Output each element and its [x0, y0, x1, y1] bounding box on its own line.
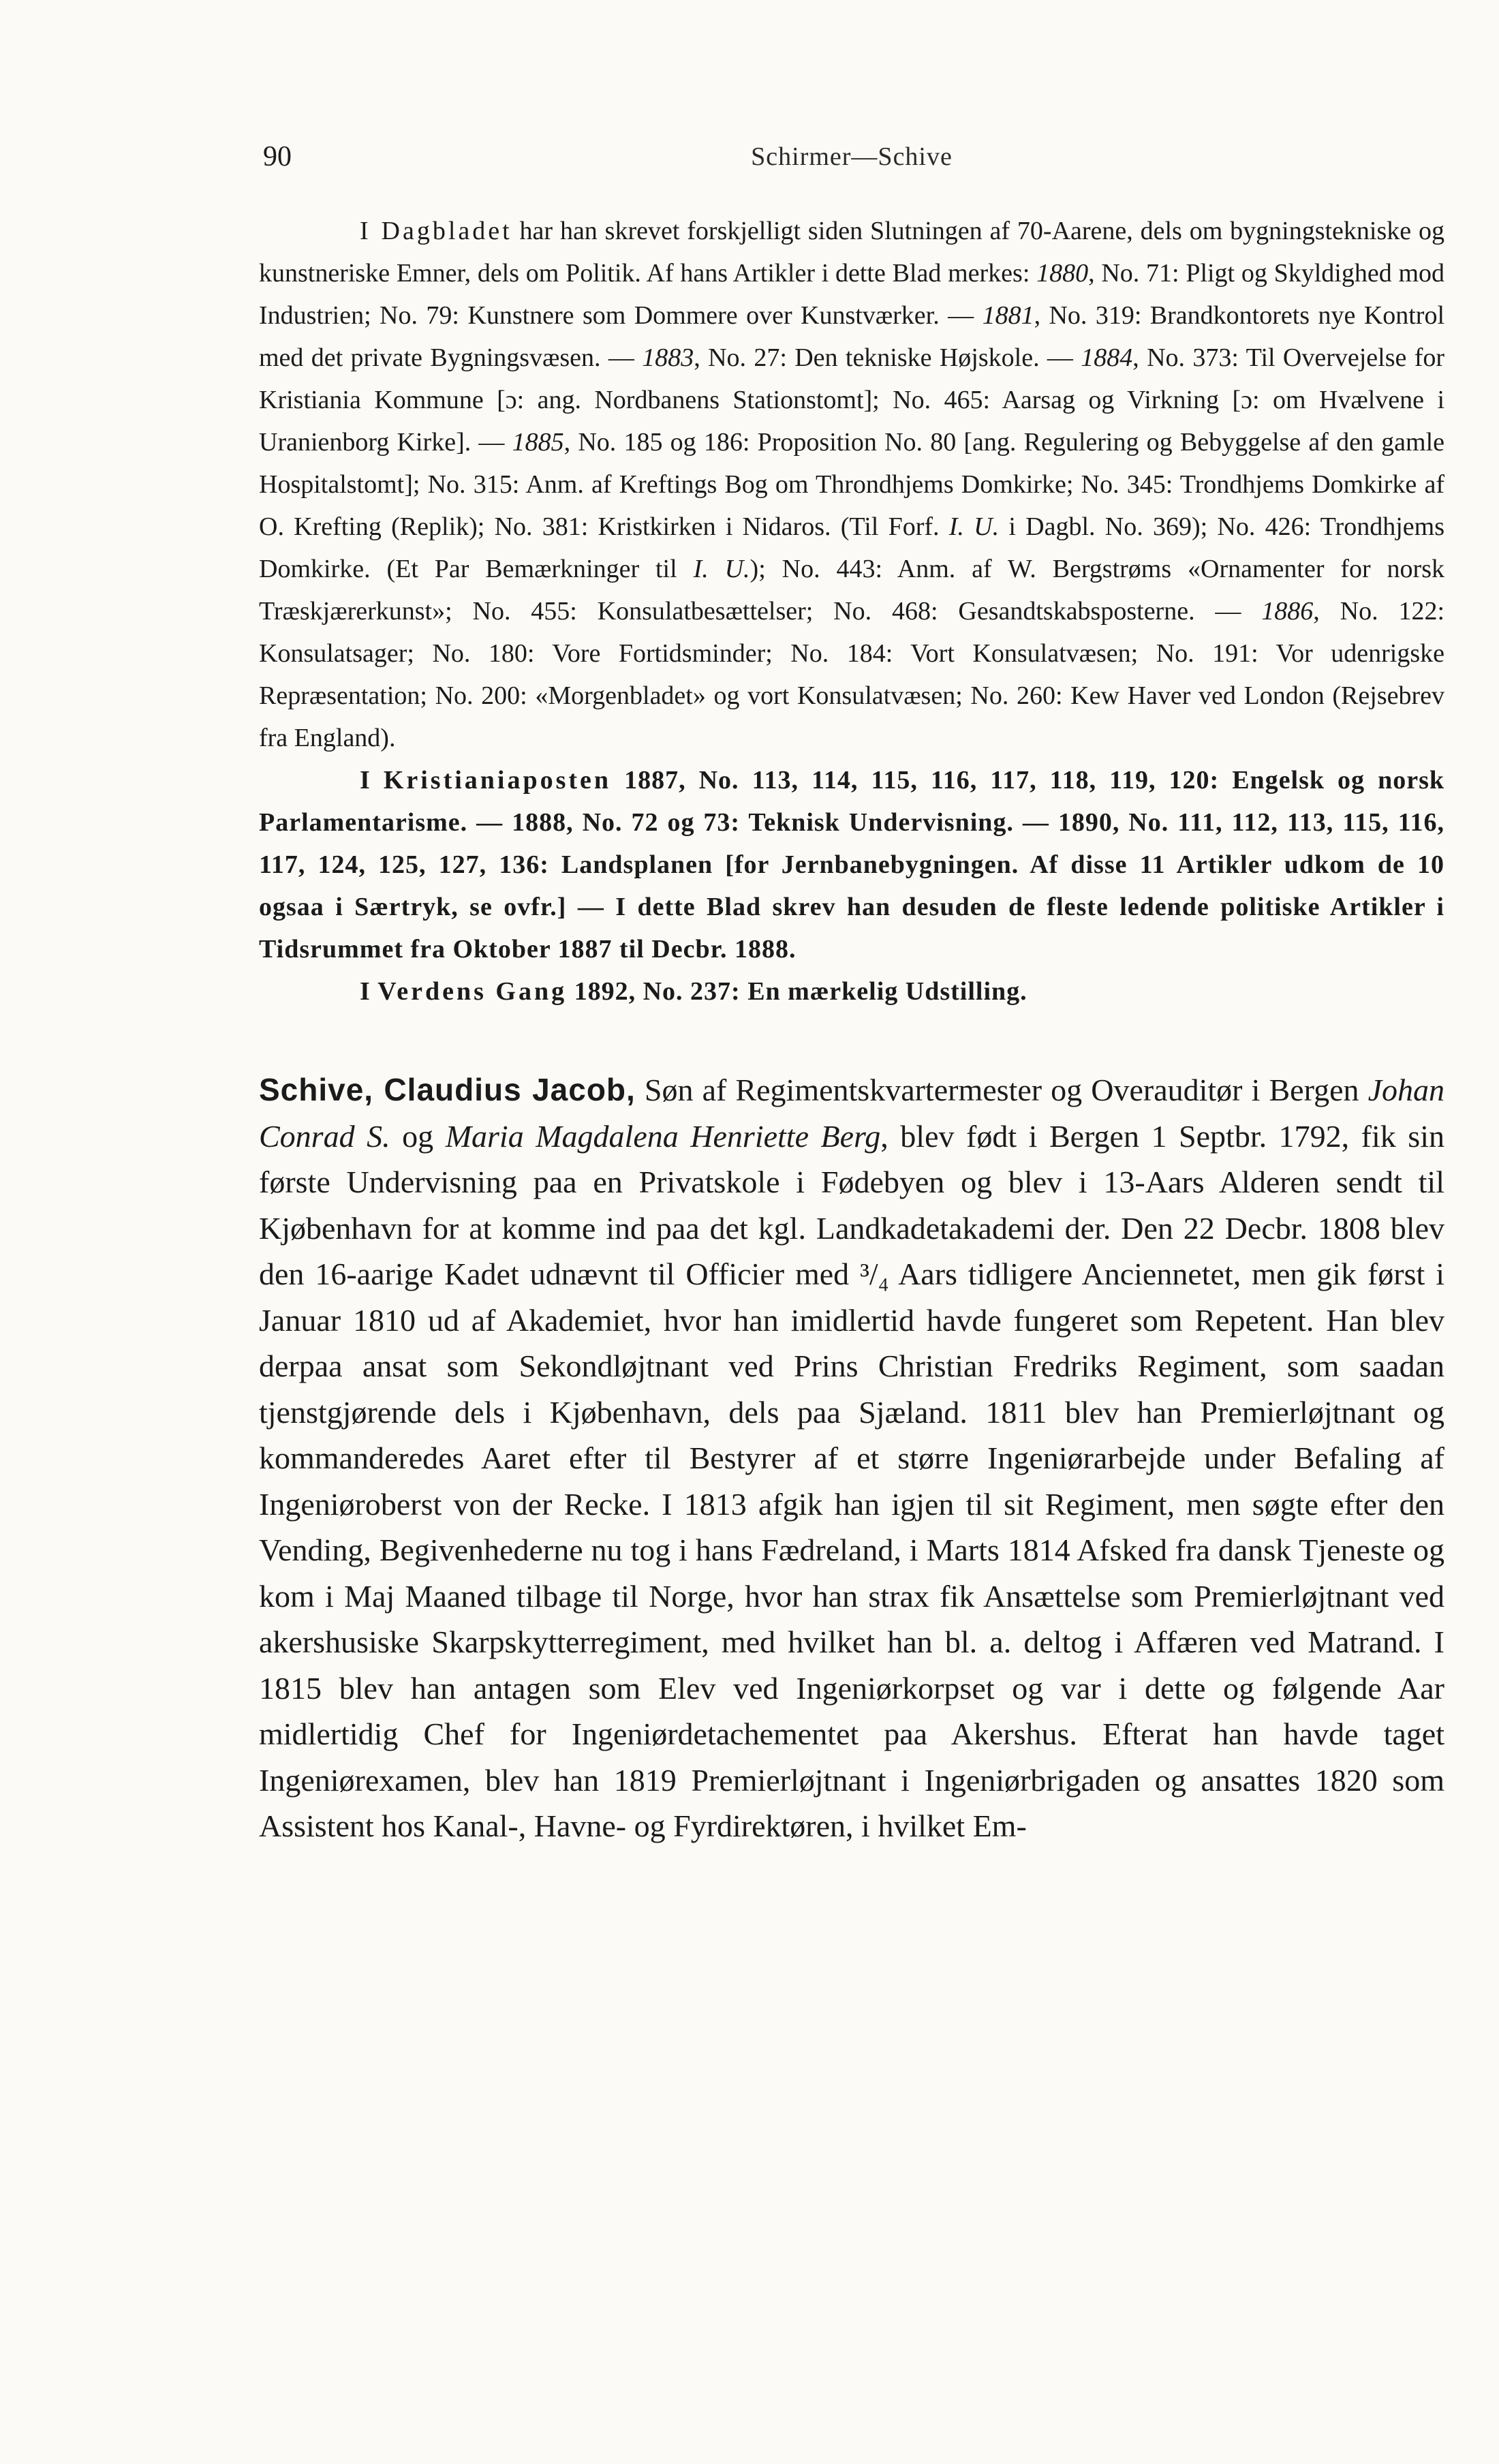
verdens-gang-paragraph [259, 970, 1444, 1013]
biography-entry [259, 1067, 1444, 1849]
father-name: Johan Conrad S. [259, 1073, 1444, 1154]
vg-label-prefix: I [360, 977, 378, 1006]
mother-name: Maria Magdalena Henriette Berg [445, 1118, 881, 1154]
entry-text-2: og [390, 1118, 446, 1154]
vg-text: 1892, No. 237: En mærkelig Udstilling. [567, 977, 1027, 1006]
bibliography-section [259, 210, 1444, 1013]
dagbladet-label: I Dagbladet [360, 217, 512, 245]
dagbladet-text-9: , No. 122: Konsulatsager; No. 180: Vore Fortidsminder; No. 184: Vort Konsulatvæsen; No. 191: Vor udenrigske Repræsentation; No. 200: «Morgenbladet» og vort Konsulatvæsen; No. 260: Kew Haver ved London (Rejsebrev fra England). [259, 597, 1444, 752]
dagbladet-text-4: , No. 27: Den tekniske Højskole. — [694, 343, 1081, 372]
dagbladet-text-1: har han skrevet forskjelligt siden Slutningen af 70-Aarene, dels om bygningstekniske og kunstneriske Emner, dels om Politik. Af hans Artikler i dette Blad merkes: [259, 217, 1444, 288]
entry-head-name: Schive, Claudius Jacob, [259, 1072, 636, 1107]
year-1884: 1884 [1081, 343, 1133, 372]
running-head: Schirmer—Schive [751, 142, 953, 171]
year-1883: 1883 [642, 343, 694, 372]
kp-text: 1887, No. 113, 114, 115, 116, 117, 118, 119, 120: Engelsk og norsk Parlamentarisme. — 1888, No. 72 og 73: Teknisk Undervisning. — 1890, No. 111, 112, 113, 115, 116, 117, 124, 125, 127, 136: Landsplanen [for Jernbanebygningen. Af disse 11 Artikler udkom de 10 ogsaa i Særtryk, se ovfr.] — I dette Blad skrev han desuden de fleste ledende politiske Artikler i Tidsrummet fra Oktober 1887 til Decbr. 1888. [259, 766, 1444, 964]
book-page [259, 129, 1444, 2433]
year-1886: 1886 [1261, 597, 1314, 626]
entry-paragraph [259, 1067, 1444, 1849]
dagbladet-text-2: , No. 71: Pligt og Skyldighed mod Industrien; No. 79: Kunstnere som Dommere over Kunstværker. — [259, 259, 1444, 330]
kp-label-prefix: I [360, 766, 384, 795]
entry-text-1: Søn af Regimentskvartermester og Overauditør i Bergen [635, 1073, 1368, 1107]
dagbladet-text-8: ); No. 443: Anm. af W. Bergstrøms «Ornamenter for norsk Træskjærerkunst»; No. 455: Konsulatbesættelser; No. 468: Gesandtskabsposterne. — [259, 555, 1444, 626]
fraktur-block [259, 759, 1444, 1013]
dagbladet-text-5: , No. 373: Til Overvejelse for Kristiania Kommune [ɔ: ang. Nordbanens Stationstomt]; No. 465: Aarsag og Virkning [ɔ: om Hvælvene i Uranienborg Kirke]. — [259, 343, 1444, 457]
dagbladet-text-3: , No. 319: Brandkontorets nye Kontrol med det private Bygningsvæsen. — [259, 301, 1444, 372]
vg-label: Verdens Gang [377, 977, 568, 1006]
dagbladet-paragraph [259, 210, 1444, 759]
year-1885: 1885 [512, 428, 564, 457]
year-1881: 1881 [982, 301, 1034, 330]
entry-text-3: , blev født i Bergen 1 Septbr. 1792, fik sin første Undervisning paa en Privatskole i Fødebyen og blev i 13-Aars Alderen sendt til Kjøbenhavn for at komme ind paa det kgl. Landkadetakademi der. Den 22 Decbr. 1808 blev den 16-aarige Kadet udnævnt til Officier med ³/₄ Aars tidligere Anciennetet, men gik først i Januar 1810 ud af Akademiet, hvor han imidlertid havde fungeret som Repetent. Han blev derpaa ansat som Sekondløjtnant ved Prins Christian Fredriks Regiment, som saadan tjenstgjørende dels i Kjøbenhavn, dels paa Sjæland. 1811 blev han Premierløjtnant og kommanderedes Aaret efter til Bestyrer af et større Ingeniørarbejde under Befaling af Ingeniøroberst von der Recke. I 1813 afgik han igjen til sit Regiment, men søgte efter den Vending, Begivenhederne nu tog i hans Fædreland, i Marts 1814 Afsked fra dansk Tjeneste og kom i Maj Maaned tilbage til Norge, hvor han strax fik Ansættelse som Premierløjtnant ved akershusiske Skarpskytterregiment, med hvilket han bl. a. deltog i Affæren ved Matrand. I 1815 blev han antagen som Elev ved Ingeniørkorpset og var i dette og følgende Aar midlertidig Chef for Ingeniørdetachementet paa Akershus. Efterat han havde taget Ingeniørexamen, blev han 1819 Premierløjtnant i Ingeniørbrigaden og ansattes 1820 som Assistent hos Kanal-, Havne- og Fyrdirektøren, i hvilket Em- [259, 1118, 1444, 1843]
page-header [259, 129, 1444, 184]
kristianiaposten-paragraph [259, 759, 1444, 970]
dagbladet-text-6: , No. 185 og 186: Proposition No. 80 [ang. Regulering og Bebyggelse af den gamle Hospitalstomt]; No. 315: Anm. af Kreftings Bog om Throndhjems Domkirke; No. 345: Trondhjems Domkirke af O. Krefting (Replik); No. 381: Kristkirken i Nidaros. (Til Forf. [259, 428, 1444, 541]
initials-iu-1: I. U. [948, 512, 1000, 541]
kp-label: Kristianiaposten [383, 766, 612, 795]
page-number: 90 [263, 141, 292, 172]
initials-iu-2: I. U. [693, 555, 750, 583]
year-1880: 1880 [1036, 259, 1089, 288]
dagbladet-text-7: i Dagbl. No. 369); No. 426: Trondhjems Domkirke. (Et Par Bemærkninger til [259, 512, 1444, 583]
